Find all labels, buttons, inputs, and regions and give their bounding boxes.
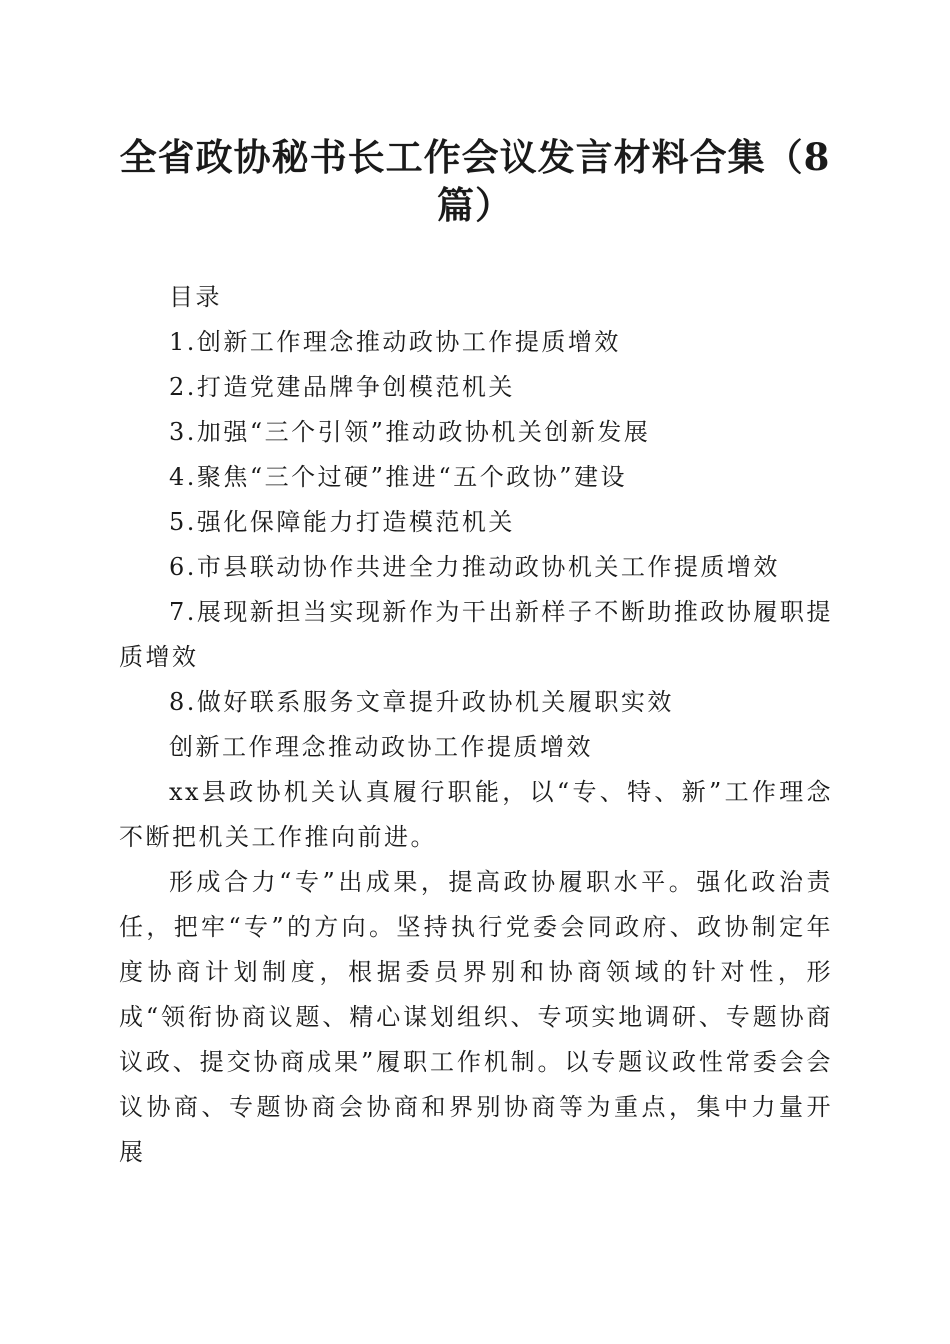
- body-paragraph: 形成合力“专”出成果，提高政协履职水平。强化政治责任，把牢“专”的方向。坚持执行党委会同政府、政协制定年度协商计划制度，根据委员界别和协商领域的针对性，形成“领衔协商议题、精心谋划组织、专项实地调研、专题协商议政、提交协商成果”履职工作机制。以专题议政性常委会会议协商、专题协商会协商和界别协商等为重点，集中力量开展: [119, 868, 833, 1166]
- toc-item: 1.创新工作理念推动政协工作提质增效: [169, 328, 621, 356]
- toc-heading: 目录: [169, 283, 222, 311]
- section-heading: 创新工作理念推动政协工作提质增效: [169, 733, 593, 761]
- document-body: [119, 275, 833, 1175]
- toc-item: 3.加强“三个引领”推动政协机关创新发展: [169, 418, 651, 446]
- body-paragraph: xx县政协机关认真履行职能，以“专、特、新”工作理念不断把机关工作推向前进。: [119, 778, 833, 851]
- toc-item: 6.市县联动协作共进全力推动政协机关工作提质增效: [169, 553, 780, 581]
- document-title: 全省政协秘书长工作会议发言材料合集（8篇）: [119, 135, 831, 227]
- toc-item: 5.强化保障能力打造模范机关: [169, 508, 515, 536]
- toc-item: 7.展现新担当实现新作为干出新样子不断助推政协履职提质增效: [119, 598, 833, 671]
- toc-item: 2.打造党建品牌争创模范机关: [169, 373, 515, 401]
- table-of-contents: [119, 320, 833, 725]
- toc-item: 4.聚焦“三个过硬”推进“五个政协”建设: [169, 463, 627, 491]
- toc-item: 8.做好联系服务文章提升政协机关履职实效: [169, 688, 674, 716]
